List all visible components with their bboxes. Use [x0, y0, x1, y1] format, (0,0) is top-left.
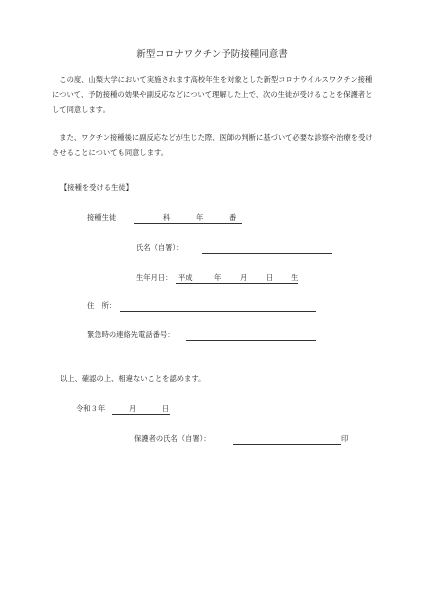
birth-year-unit: 年 [214, 273, 222, 282]
year-unit: 年 [196, 213, 204, 222]
birthdate-label: 生年月日： [136, 273, 173, 282]
guardian-label: 保護者の氏名（自署）： [134, 434, 211, 443]
document-title: 新型コロナワクチン予防接種同意書 [136, 49, 288, 60]
birth-era: 平成 [178, 273, 193, 282]
name-field-line[interactable] [202, 253, 332, 254]
date-line[interactable] [112, 414, 170, 415]
address-label: 住 所： [87, 301, 117, 310]
seal-mark: 印 [341, 434, 349, 443]
phone-label: 緊急時の連絡先電話番号： [87, 330, 175, 339]
consent-paragraph-2: また、ワクチン接種後に副反応などが生じた際、医師の判断に基づいて必要な診察や治療を受けさせることについても同意します。 [52, 133, 373, 157]
student-class-line[interactable] [134, 223, 242, 224]
phone-field-line[interactable] [186, 340, 316, 341]
name-label: 氏名（自署）： [136, 243, 184, 252]
date-month-unit: 月 [129, 404, 137, 413]
date-day-unit: 日 [162, 404, 170, 413]
birth-suffix: 生 [291, 273, 299, 282]
address-field-line[interactable] [120, 311, 316, 312]
course-unit: 科 [163, 213, 171, 222]
consent-paragraph-1: この度、山梨大学において実施されます高校年生を対象とした新型コロナウイルスワクチン接種について、予防接種の効果や副反応などについて理解した上で、次の生徒が受けることを保護者として同意します。 [52, 75, 373, 114]
birthdate-line[interactable] [176, 283, 298, 284]
number-unit: 番 [229, 213, 237, 222]
birth-month-unit: 月 [240, 273, 248, 282]
date-era: 令和３年 [76, 404, 106, 413]
guardian-name-line[interactable] [233, 444, 341, 445]
section-heading: 【接種を受ける生徒】 [60, 183, 133, 192]
birth-day-unit: 日 [266, 273, 274, 282]
confirmation-text: 以上、確認の上、相違ないことを認めます。 [60, 374, 206, 383]
student-label: 接種生徒 [87, 213, 117, 222]
